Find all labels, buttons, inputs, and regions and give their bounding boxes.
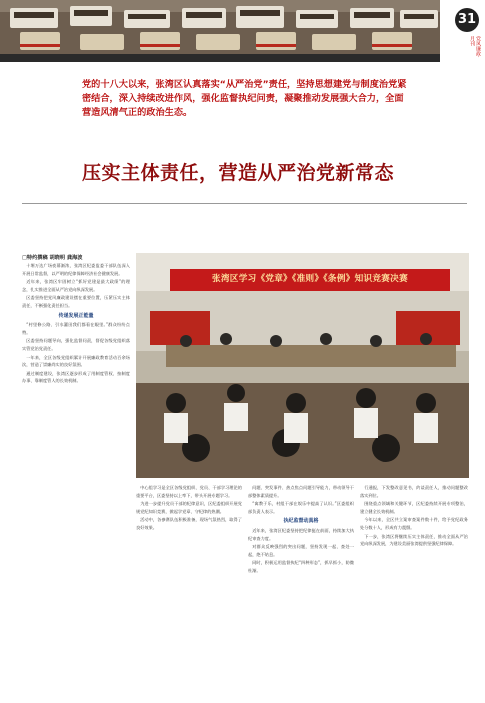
headline: 压实主体责任，营造从严治党新常态 [82, 162, 395, 184]
column-1: 十堰万达广场夜幕渐浓，张湾区纪委监委干部队伍深入开展日常监督，以严明的纪律保障经济社会健康发展。 近年来，张湾区牢固树立“抓好党建是最大政绩”的理念，扎实推进全面从严治党向纵深发展。 区委坚持把党风廉政建设摆在重要位置，压紧压实主体责任，不断强化责任担当。 传递发展正能量 “村里修公路、引水灌田我们都看在眼里。”群众纷纷点赞。 区委坚持问题导向，强化监督问责，督促各级党组织落实管党治党责任。 一年来，全区各级党组织累计开展廉政教育活动百余场次，营造了崇廉尚实的良好氛围。 通过制度建设，张湾区逐步形成了用制度管权、按制度办事、靠制度管人的长效机制。 [22, 263, 130, 384]
photo-banner-text: 张湾区学习《党章》《准则》《条例》知识竞赛决赛 [212, 274, 408, 284]
column-2: 中心组学习是全区各级党组织、党员、干部学习理论的重要平台，区委坚持以上率下，带头开展专题学习。 为进一步提升党员干部的纪律意识，区纪委组织开展党规党纪知识竞赛，掀起学党章、守纪律的热潮。 活动中，各参赛队伍积极准备，现场气氛热烈，取得了良好效果。 [136, 485, 242, 530]
contest-photo [136, 253, 469, 478]
lead-paragraph: 党的十八大以来，张湾区认真落实“从严治党”责任，坚持思想建党与制度治党紧密结合，深入持续改进作风，强化监督执纪问责，凝聚推动发展强大合力，全面营造风清气正的政治生态。 [82, 79, 407, 118]
subhead-1: 传递发展正能量 [58, 312, 94, 319]
page-number: 31 [455, 8, 479, 32]
bus-photo [0, 0, 440, 62]
divider [22, 203, 467, 204]
column-3: 问题、突发事件、热点焦点问题引导能力，带动领导干部整体素质提升。 “寓教于乐，村组干部在娱乐中提高了认识。”区委组织部负责人表示。 执纪监督动真格 近年来，张湾区纪委坚持把纪律挺在前面，持续加大执纪审查力度。 对群众反映强烈的突出问题，坚持发现一起、查处一起，绝不姑息。 同时，积极运用监督执纪“四种形态”，抓早抓小，防微杜渐。 [248, 485, 354, 573]
byline: □特约撰稿 胡晓明 龚海波 [22, 255, 83, 261]
column-4: 行通报，下发整改意见书，约谈责任人，推动问题整改落实到位。 围绕重点领域和关键环节，区纪委持续开展专项整治，建立健全长效机制。 今年以来，全区共立案审查案件数十件，给予党纪政务处分数十人，形成有力震慑。 下一步，张湾区将继续压实主体责任，推动全面从严治党向纵深发展，为建设美丽张湾提供坚强纪律保障。 [360, 485, 468, 547]
page-corner [440, 0, 485, 62]
header-banner [0, 0, 485, 62]
subhead-2: 执纪监督动真格 [283, 518, 319, 525]
section-side-label: 党风廉政·月刊 [469, 36, 481, 58]
